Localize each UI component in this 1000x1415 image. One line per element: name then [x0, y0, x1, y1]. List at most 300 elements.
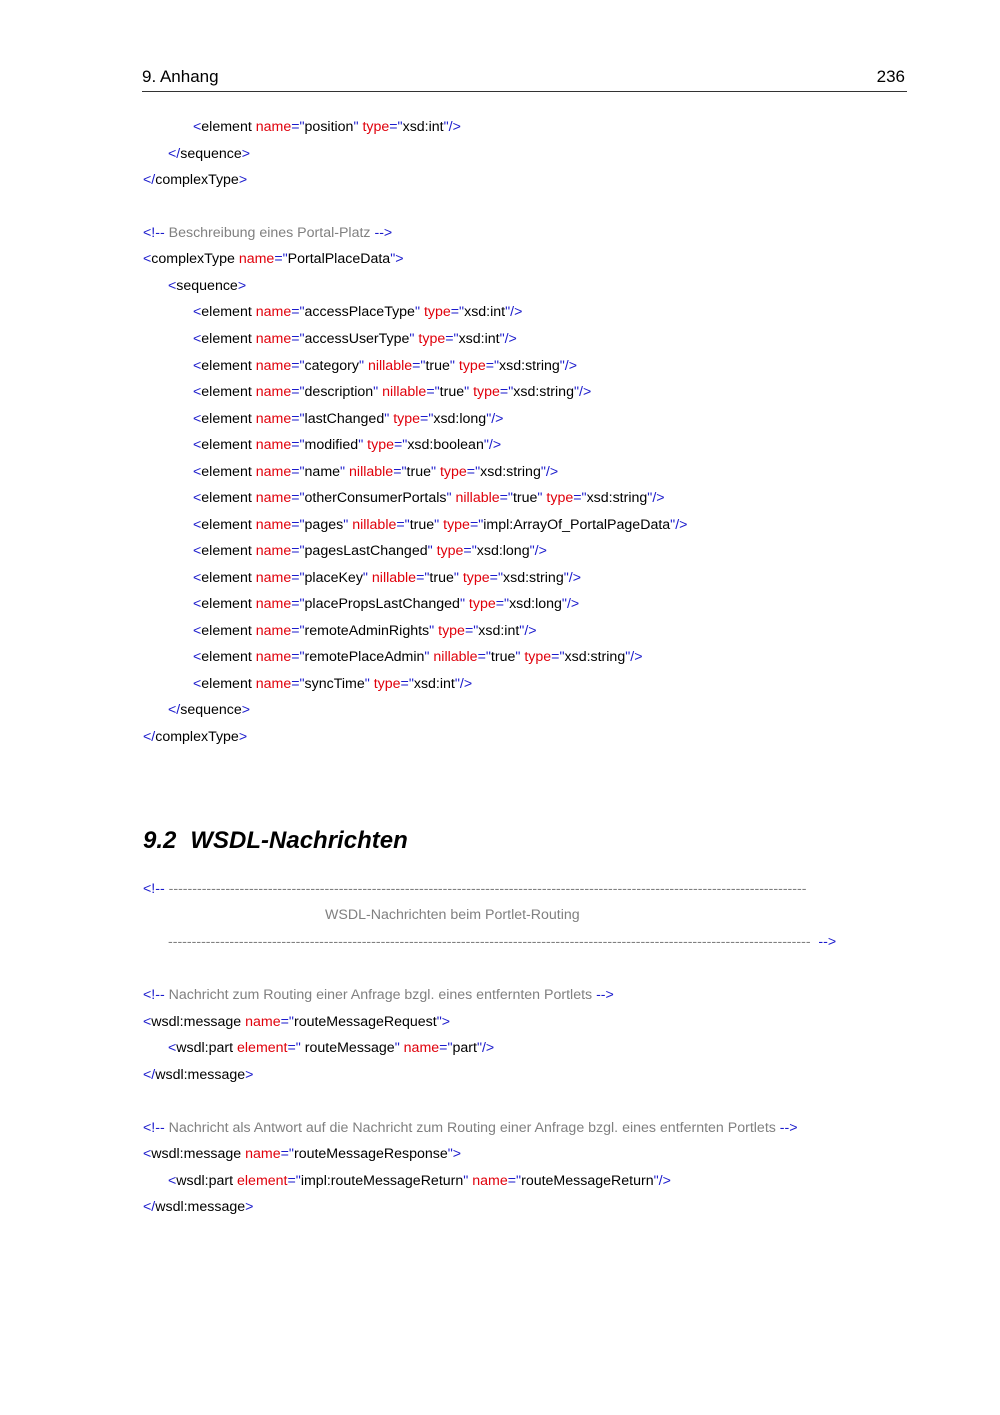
- code-token: category: [304, 358, 359, 374]
- code-token: xsd:string: [564, 649, 626, 665]
- code-line: [193, 118, 461, 136]
- code-token: ": [384, 411, 394, 427]
- code-token: sequence: [180, 702, 242, 718]
- code-token: =": [280, 1146, 294, 1162]
- code-token: xsd:int: [413, 676, 455, 692]
- code-token: =": [426, 384, 440, 400]
- code-token: =": [291, 570, 305, 586]
- code-token: type: [367, 437, 394, 453]
- code-token: =": [291, 649, 305, 665]
- code-token: xsd:boolean: [407, 437, 484, 453]
- code-token: <: [193, 623, 202, 639]
- code-token: <: [168, 278, 177, 294]
- page-number: 236: [876, 67, 905, 86]
- code-token: <: [143, 251, 152, 267]
- code-token: ": [537, 490, 547, 506]
- code-token: "/>: [443, 119, 461, 135]
- code-token: "/>: [561, 596, 580, 612]
- code-token: =": [463, 543, 477, 559]
- code-token: name: [255, 596, 292, 612]
- code-token: xsd:int: [458, 331, 500, 347]
- code-token: >: [245, 1067, 254, 1083]
- code-token: nillable: [433, 649, 478, 665]
- code-token: =": [439, 1040, 453, 1056]
- code-token: complexType: [155, 729, 239, 745]
- code-token: >: [238, 729, 248, 745]
- code-token: wsdl:part: [176, 1173, 238, 1189]
- code-token: xsd:int: [478, 623, 520, 639]
- code-token: element: [201, 676, 256, 692]
- code-token: =": [469, 517, 484, 533]
- code-token: placePropsLastChanged: [304, 596, 460, 612]
- code-token: element: [201, 517, 256, 533]
- code-token: impl:routeMessageReturn: [300, 1173, 464, 1189]
- code-token: xsd:string: [499, 358, 560, 374]
- code-line: [193, 357, 577, 375]
- code-token: ": [434, 517, 444, 533]
- code-token: name: [255, 464, 292, 480]
- code-token: ": [449, 358, 459, 374]
- code-token: nillable: [352, 517, 397, 533]
- code-token: =": [274, 251, 288, 267]
- code-token: name: [255, 384, 292, 400]
- code-token: xsd:string: [480, 464, 541, 480]
- code-token: sequence: [180, 146, 242, 162]
- code-token: element: [201, 119, 256, 135]
- code-token: ": [353, 119, 363, 135]
- code-token: </: [143, 1199, 156, 1215]
- code-token: <: [193, 490, 202, 506]
- chapter-title: 9. Anhang: [142, 67, 219, 86]
- code-token: wsdl:part: [176, 1040, 238, 1056]
- code-token: >: [237, 278, 247, 294]
- code-token: =": [464, 623, 479, 639]
- code-token: part: [452, 1040, 477, 1056]
- code-line: [168, 277, 246, 295]
- code-token: =": [400, 676, 414, 692]
- code-token: Nachricht als Antwort auf die Nachricht zum Routing einer Anfrage bzgl. eines entfernten Portlets: [168, 1120, 780, 1136]
- code-token: =": [394, 437, 408, 453]
- code-token: true: [490, 649, 516, 665]
- code-token: name: [245, 1014, 281, 1030]
- code-line: [193, 622, 537, 640]
- code-token: =": [291, 119, 305, 135]
- code-token: "/>: [647, 490, 665, 506]
- code-line: [168, 701, 250, 719]
- code-token: type: [462, 570, 490, 586]
- code-token: =": [291, 676, 305, 692]
- code-line: [193, 675, 472, 693]
- code-token: "/>: [454, 676, 473, 692]
- section-title: WSDL-Nachrichten: [190, 827, 408, 854]
- code-token: complexType: [151, 251, 239, 267]
- code-token: <: [193, 570, 202, 586]
- code-token: name: [255, 411, 292, 427]
- code-token: =": [445, 331, 459, 347]
- code-token: <: [168, 1173, 177, 1189]
- code-line: [168, 1039, 494, 1057]
- code-line: [168, 1172, 671, 1190]
- code-line: [193, 489, 665, 507]
- code-token: type: [524, 649, 552, 665]
- code-token: element: [201, 623, 256, 639]
- code-token: position: [304, 119, 354, 135]
- code-token: =": [420, 411, 434, 427]
- code-token: =": [393, 464, 407, 480]
- code-token: name: [304, 464, 341, 480]
- code-token: =": [291, 358, 305, 374]
- code-token: WSDL-Nachrichten beim Portlet-Routing: [325, 907, 580, 923]
- code-token: "/>: [499, 331, 517, 347]
- code-token: "/>: [573, 384, 592, 400]
- code-token: =": [507, 1173, 522, 1189]
- code-token: <!--: [143, 225, 169, 241]
- code-token: element: [201, 358, 256, 374]
- code-token: type: [438, 623, 465, 639]
- code-token: type: [362, 119, 390, 135]
- code-token: element: [201, 411, 256, 427]
- code-token: <: [143, 1146, 152, 1162]
- code-token: element: [237, 1173, 288, 1189]
- code-token: element: [201, 464, 256, 480]
- code-token: =": [499, 384, 514, 400]
- code-token: nillable: [455, 490, 500, 506]
- code-token: <: [193, 384, 202, 400]
- code-token: nillable: [371, 570, 417, 586]
- code-token: true: [512, 490, 538, 506]
- code-line: [193, 595, 579, 613]
- code-line: [143, 1119, 798, 1137]
- code-token: type: [393, 411, 421, 427]
- code-token: element: [201, 384, 256, 400]
- code-token: remotePlaceAdmin: [304, 649, 425, 665]
- code-token: Beschreibung eines Portal-Platz: [168, 225, 375, 241]
- code-token: </: [143, 1067, 156, 1083]
- code-token: >: [238, 172, 248, 188]
- code-line: [193, 436, 501, 454]
- code-token: element: [201, 304, 256, 320]
- code-token: name: [255, 649, 292, 665]
- code-token: element: [201, 543, 256, 559]
- code-token: syncTime: [304, 676, 365, 692]
- code-token: ": [453, 570, 463, 586]
- code-token: name: [255, 119, 292, 135]
- code-token: "/>: [670, 517, 688, 533]
- code-token: -->: [779, 1120, 798, 1136]
- code-line: [193, 303, 522, 321]
- code-token: accessPlaceType: [304, 304, 415, 320]
- code-token: complexType: [155, 172, 239, 188]
- code-token: lastChanged: [304, 411, 385, 427]
- code-token: ">: [447, 1146, 462, 1162]
- code-token: <!--: [143, 1120, 169, 1136]
- code-token: element: [201, 596, 256, 612]
- code-token: =": [495, 596, 510, 612]
- code-token: <: [193, 517, 202, 533]
- code-line: [168, 145, 250, 163]
- code-token: =": [291, 623, 305, 639]
- code-token: xsd:string: [513, 384, 574, 400]
- code-line: [193, 569, 581, 587]
- code-token: <!--: [143, 987, 169, 1003]
- code-token: -->: [814, 934, 837, 950]
- code-token: "/>: [519, 623, 537, 639]
- code-token: "/>: [483, 437, 502, 453]
- code-token: "/>: [486, 411, 504, 427]
- code-token: <: [193, 543, 202, 559]
- code-token: wsdl:message: [151, 1146, 246, 1162]
- code-token: <: [168, 1040, 177, 1056]
- code-token: wsdl:message: [155, 1067, 246, 1083]
- code-token: xsd:long: [476, 543, 530, 559]
- code-token: <: [193, 331, 202, 347]
- code-token: =": [416, 570, 430, 586]
- code-token: pages: [304, 517, 344, 533]
- code-token: xsd:long: [509, 596, 562, 612]
- code-token: element: [237, 1040, 288, 1056]
- code-token: <: [193, 649, 202, 665]
- code-line: [143, 986, 614, 1004]
- code-token: ": [340, 464, 350, 480]
- code-line: [193, 383, 591, 401]
- code-token: >: [245, 1199, 254, 1215]
- code-token: true: [406, 464, 431, 480]
- code-token: <: [193, 676, 202, 692]
- code-token: ": [424, 649, 434, 665]
- code-token: ": [429, 623, 439, 639]
- code-token: true: [409, 517, 435, 533]
- code-token: name: [472, 1173, 508, 1189]
- code-token: element: [201, 490, 256, 506]
- section-number: 9.2: [143, 827, 177, 854]
- code-token: "/>: [653, 1173, 671, 1189]
- code-token: "/>: [625, 649, 643, 665]
- code-token: =": [287, 1040, 301, 1056]
- code-token: element: [201, 570, 256, 586]
- code-token: ": [459, 596, 469, 612]
- code-token: modified: [304, 437, 359, 453]
- code-token: name: [255, 543, 292, 559]
- code-token: =": [291, 543, 305, 559]
- code-token: ": [358, 358, 368, 374]
- code-line: [143, 250, 404, 268]
- code-token: =": [396, 517, 410, 533]
- code-token: xsd:long: [433, 411, 487, 427]
- code-token: =": [291, 437, 305, 453]
- code-token: </: [168, 702, 181, 718]
- code-token: =": [551, 649, 565, 665]
- code-line: [193, 542, 547, 560]
- code-token: name: [255, 676, 292, 692]
- code-token: description: [304, 384, 374, 400]
- code-token: nillable: [367, 358, 413, 374]
- code-token: <: [193, 437, 202, 453]
- code-token: nillable: [349, 464, 394, 480]
- code-token: name: [255, 490, 292, 506]
- code-token: <: [193, 596, 202, 612]
- code-token: wsdl:message: [151, 1014, 246, 1030]
- code-token: =": [485, 358, 500, 374]
- code-token: routeMessageRequest: [293, 1014, 437, 1030]
- code-token: type: [439, 464, 467, 480]
- code-line: [143, 1013, 450, 1031]
- code-token: name: [255, 517, 292, 533]
- code-token: -->: [596, 987, 614, 1003]
- code-token: =": [291, 517, 305, 533]
- code-token: routeMessageReturn: [521, 1173, 654, 1189]
- code-line: [143, 1066, 253, 1084]
- code-token: type: [423, 304, 451, 320]
- code-token: ">: [390, 251, 404, 267]
- code-line: [193, 463, 558, 481]
- code-token: xsd:int: [402, 119, 444, 135]
- code-line: [143, 171, 247, 189]
- code-token: <: [193, 464, 202, 480]
- code-token: =": [291, 331, 305, 347]
- code-token: name: [255, 570, 292, 586]
- code-token: name: [255, 358, 292, 374]
- code-token: =": [573, 490, 587, 506]
- code-token: element: [201, 437, 256, 453]
- code-token: type: [436, 543, 464, 559]
- code-token: type: [443, 517, 470, 533]
- code-line: [325, 906, 580, 924]
- code-token: ": [394, 1040, 404, 1056]
- code-token: wsdl:message: [155, 1199, 246, 1215]
- code-token: pagesLastChanged: [304, 543, 428, 559]
- code-token: xsd:string: [503, 570, 564, 586]
- code-token: =": [280, 1014, 294, 1030]
- code-token: routeMessageResponse: [293, 1146, 448, 1162]
- code-token: ">: [436, 1014, 451, 1030]
- code-token: <: [193, 304, 202, 320]
- code-token: xsd:string: [586, 490, 648, 506]
- code-line: [193, 410, 503, 428]
- code-token: </: [143, 729, 156, 745]
- code-token: =": [499, 490, 513, 506]
- code-token: PortalPlaceData: [287, 251, 391, 267]
- code-token: <: [193, 358, 202, 374]
- code-token: </: [168, 146, 181, 162]
- code-token: <!--: [143, 881, 169, 897]
- code-token: -->: [374, 225, 393, 241]
- code-token: <: [193, 411, 202, 427]
- code-token: type: [546, 490, 574, 506]
- code-token: </: [143, 172, 156, 188]
- code-line: [143, 728, 247, 746]
- code-token: "/>: [540, 464, 559, 480]
- code-line: [143, 224, 392, 242]
- code-token: name: [403, 1040, 440, 1056]
- code-token: "/>: [563, 570, 581, 586]
- code-token: <: [143, 1014, 152, 1030]
- code-token: =": [477, 649, 491, 665]
- code-token: name: [238, 251, 275, 267]
- code-token: ": [364, 676, 374, 692]
- code-token: name: [255, 304, 292, 320]
- code-token: placeKey: [304, 570, 363, 586]
- code-line: [193, 330, 517, 348]
- code-token: nillable: [382, 384, 427, 400]
- code-token: <: [193, 119, 202, 135]
- code-token: otherConsumerPortals: [304, 490, 447, 506]
- code-token: accessUserType: [304, 331, 410, 347]
- code-token: type: [468, 596, 496, 612]
- code-token: true: [439, 384, 465, 400]
- code-token: "/>: [505, 304, 523, 320]
- code-token: true: [429, 570, 454, 586]
- code-token: "/>: [476, 1040, 495, 1056]
- code-token: ": [463, 1173, 473, 1189]
- code-token: name: [255, 331, 292, 347]
- code-token: ": [358, 437, 368, 453]
- code-token: =": [466, 464, 481, 480]
- code-line: [193, 648, 642, 666]
- code-token: element: [201, 649, 256, 665]
- code-token: =": [291, 411, 305, 427]
- code-token: =": [450, 304, 465, 320]
- code-token: sequence: [176, 278, 238, 294]
- code-token: ": [464, 384, 474, 400]
- code-token: =": [287, 1173, 301, 1189]
- code-token: ": [414, 304, 424, 320]
- code-token: =": [291, 384, 305, 400]
- code-token: remoteAdminRights: [304, 623, 430, 639]
- code-token: type: [473, 384, 500, 400]
- code-token: element: [201, 331, 256, 347]
- code-token: =": [412, 358, 426, 374]
- code-token: type: [373, 676, 401, 692]
- section-heading: [143, 827, 408, 855]
- code-token: ": [373, 384, 383, 400]
- code-token: ": [409, 331, 419, 347]
- code-token: =": [489, 570, 503, 586]
- code-token: ": [343, 517, 353, 533]
- code-line: [143, 880, 806, 898]
- code-token: name: [255, 623, 292, 639]
- code-token: impl:ArrayOf_PortalPageData: [483, 517, 671, 533]
- code-token: ": [430, 464, 440, 480]
- code-token: xsd:int: [464, 304, 506, 320]
- code-line: [168, 933, 836, 951]
- code-token: =": [291, 596, 305, 612]
- code-token: ----------------------------------------------------------------------------------------------------------------------------------------: [168, 934, 815, 950]
- code-token: >: [241, 702, 251, 718]
- code-token: type: [458, 358, 486, 374]
- code-token: =": [291, 304, 305, 320]
- code-token: name: [255, 437, 292, 453]
- code-token: ": [515, 649, 525, 665]
- code-token: name: [245, 1146, 281, 1162]
- code-token: "/>: [529, 543, 547, 559]
- code-token: =": [389, 119, 403, 135]
- code-line: [143, 1145, 461, 1163]
- code-token: "/>: [559, 358, 578, 374]
- code-token: Nachricht zum Routing einer Anfrage bzgl. eines entfernten Portlets: [168, 987, 597, 1003]
- code-token: ---------------------------------------------------------------------------------------------------------------------------------------: [168, 881, 807, 897]
- code-token: ": [362, 570, 372, 586]
- code-line: [143, 1198, 253, 1216]
- code-token: >: [241, 146, 251, 162]
- code-token: =": [291, 490, 305, 506]
- code-token: true: [425, 358, 450, 374]
- code-token: routeMessage: [300, 1040, 395, 1056]
- code-token: ": [446, 490, 456, 506]
- code-token: =": [291, 464, 305, 480]
- code-token: ": [427, 543, 437, 559]
- code-token: type: [418, 331, 446, 347]
- code-line: [193, 516, 687, 534]
